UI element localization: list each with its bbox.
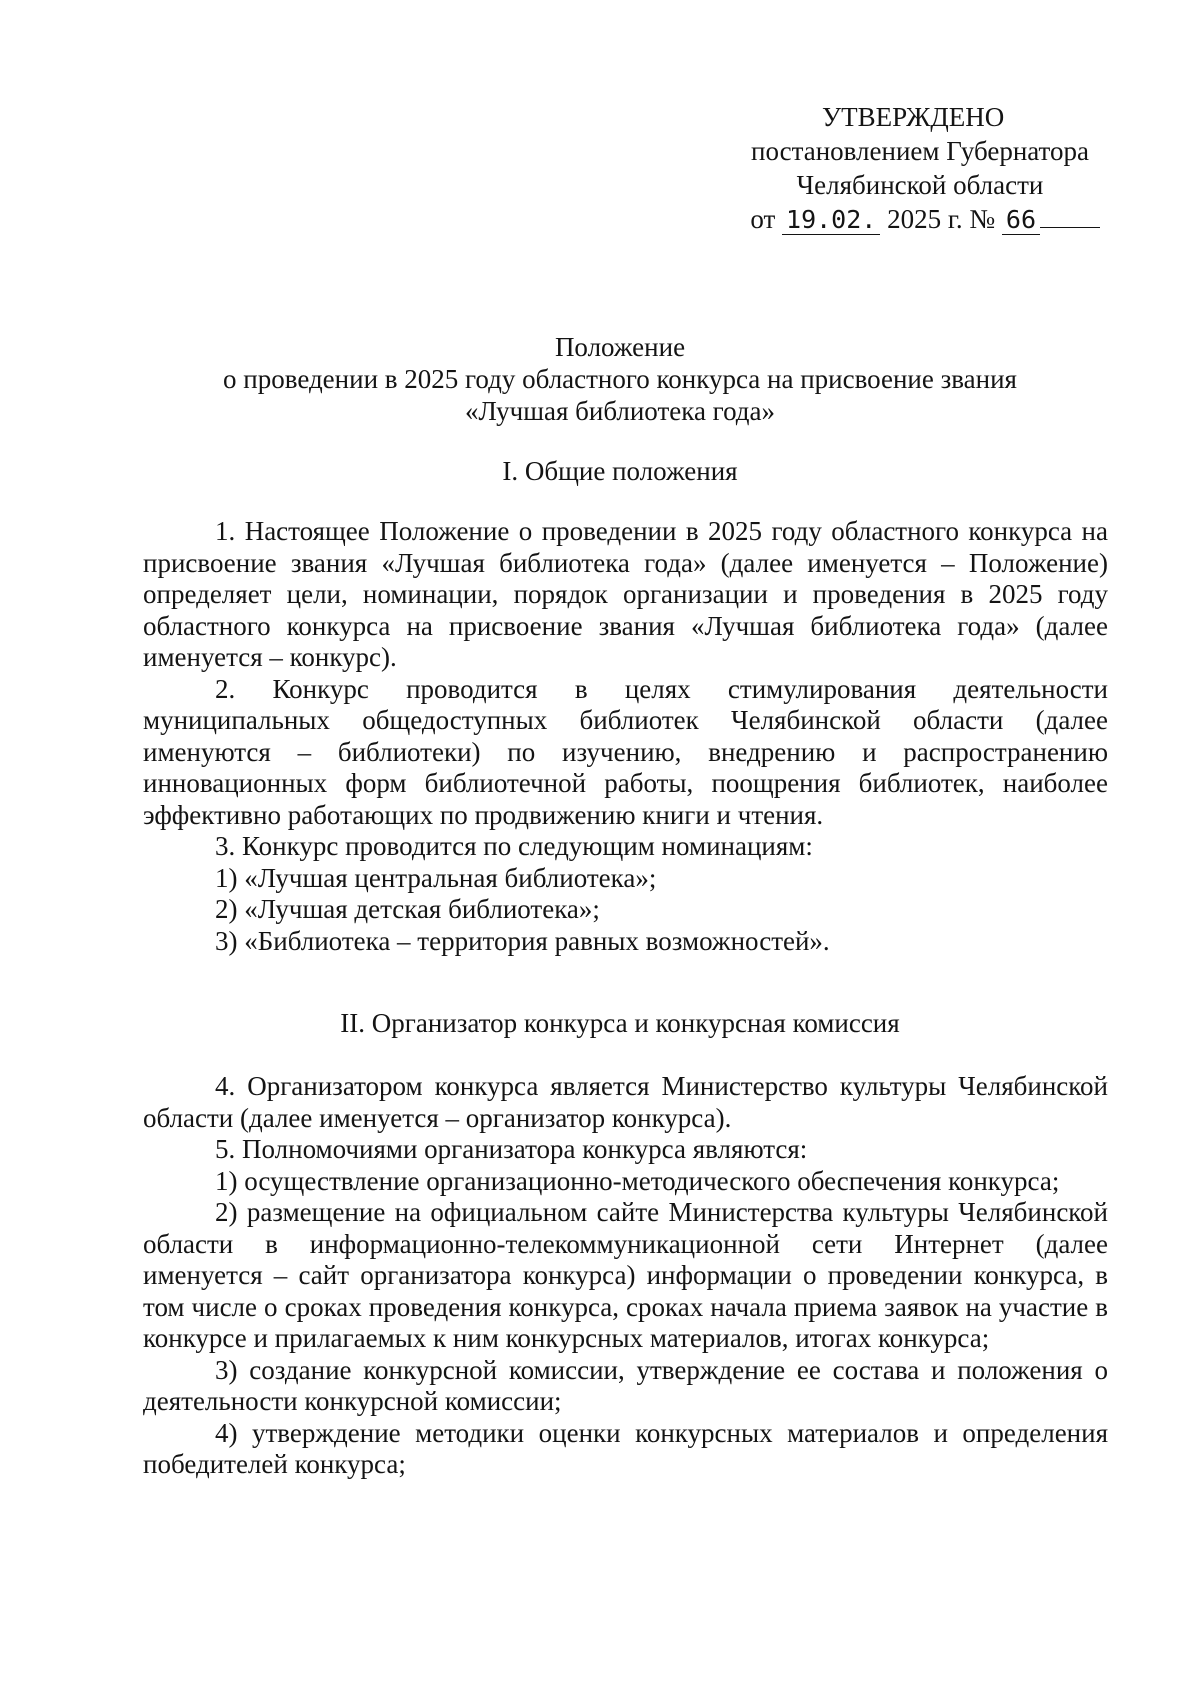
power-1: 1) осуществление организационно-методического обеспечения конкурса; (215, 1165, 1060, 1196)
year-text: 2025 г. № (887, 204, 996, 234)
power-3: 3) создание конкурсной комиссии, утверждение ее состава и положения о деятельности конкурсной комиссии; (143, 1354, 1108, 1416)
power-2: 2) размещение на официальном сайте Министерства культуры Челябинской области в информационно-телекоммуникационной сети Интернет (далее именуется – сайт организатора конкурса) информации о проведении конкурса, в том числе о сроках проведения конкурса, сроках начала приема заявок на участие в конкурсе и прилагаемых к ним конкурсных материалов, итогах конкурса; (143, 1197, 1108, 1353)
approval-stamp (740, 100, 1100, 237)
title-line-3: «Лучшая библиотека года» (464, 396, 776, 426)
paragraph-4: 4. Организатором конкурса является Министерство культуры Челябинской области (далее именуется – организатор конкурса). (143, 1071, 1108, 1133)
title-line-1: Положение (554, 332, 686, 362)
section-2-heading: II. Организатор конкурса и конкурсная комиссия (340, 1008, 900, 1038)
approval-line-2: Челябинской области (796, 170, 1044, 200)
approval-line-1: постановлением Губернатора (751, 136, 1089, 166)
date-prefix: от (750, 204, 776, 234)
section-2-body (143, 1071, 1108, 1481)
nomination-2: 2) «Лучшая детская библиотека»; (215, 894, 600, 924)
document-title (140, 331, 1100, 427)
paragraph-3: 3. Конкурс проводится по следующим номинациям: (215, 831, 813, 861)
approval-date-line (740, 202, 1100, 237)
paragraph-5: 5. Полномочиями организатора конкурса являются: (215, 1134, 808, 1164)
paragraph-2: 2. Конкурс проводится в целях стимулирования деятельности муниципальных общедоступных библиотек Челябинской области (далее именуются – библиотеки) по изучению, внедрению и распространению инновационных форм библиотечной работы, поощрения библиотек, наиболее эффективно работающих по продвижению книги и чтения. (143, 673, 1108, 830)
approval-title: УТВЕРЖДЕНО (822, 102, 1005, 132)
date-value: 19.02. (782, 205, 880, 235)
section-1-heading: I. Общие положения (502, 456, 738, 486)
power-4: 4) утверждение методики оценки конкурсных материалов и определения победителей конкурса; (143, 1417, 1108, 1479)
number-underline (1040, 205, 1100, 228)
number-value: 66 (1002, 205, 1040, 235)
nomination-1: 1) «Лучшая центральная библиотека»; (215, 862, 657, 893)
paragraph-1: 1. Настоящее Положение о проведении в 2025 году областного конкурса на присвоение звания «Лучшая библиотека года» (далее именуется – Положение) определяет цели, номинации, порядок организации и проведения в 2025 году областного конкурса на присвоение звания «Лучшая библиотека года» (далее именуется – конкурс). (143, 516, 1108, 672)
title-line-2: о проведении в 2025 году областного конкурса на присвоение звания (223, 364, 1017, 394)
section-1-body (143, 516, 1108, 957)
nomination-3: 3) «Библиотека – территория равных возможностей». (215, 925, 830, 956)
